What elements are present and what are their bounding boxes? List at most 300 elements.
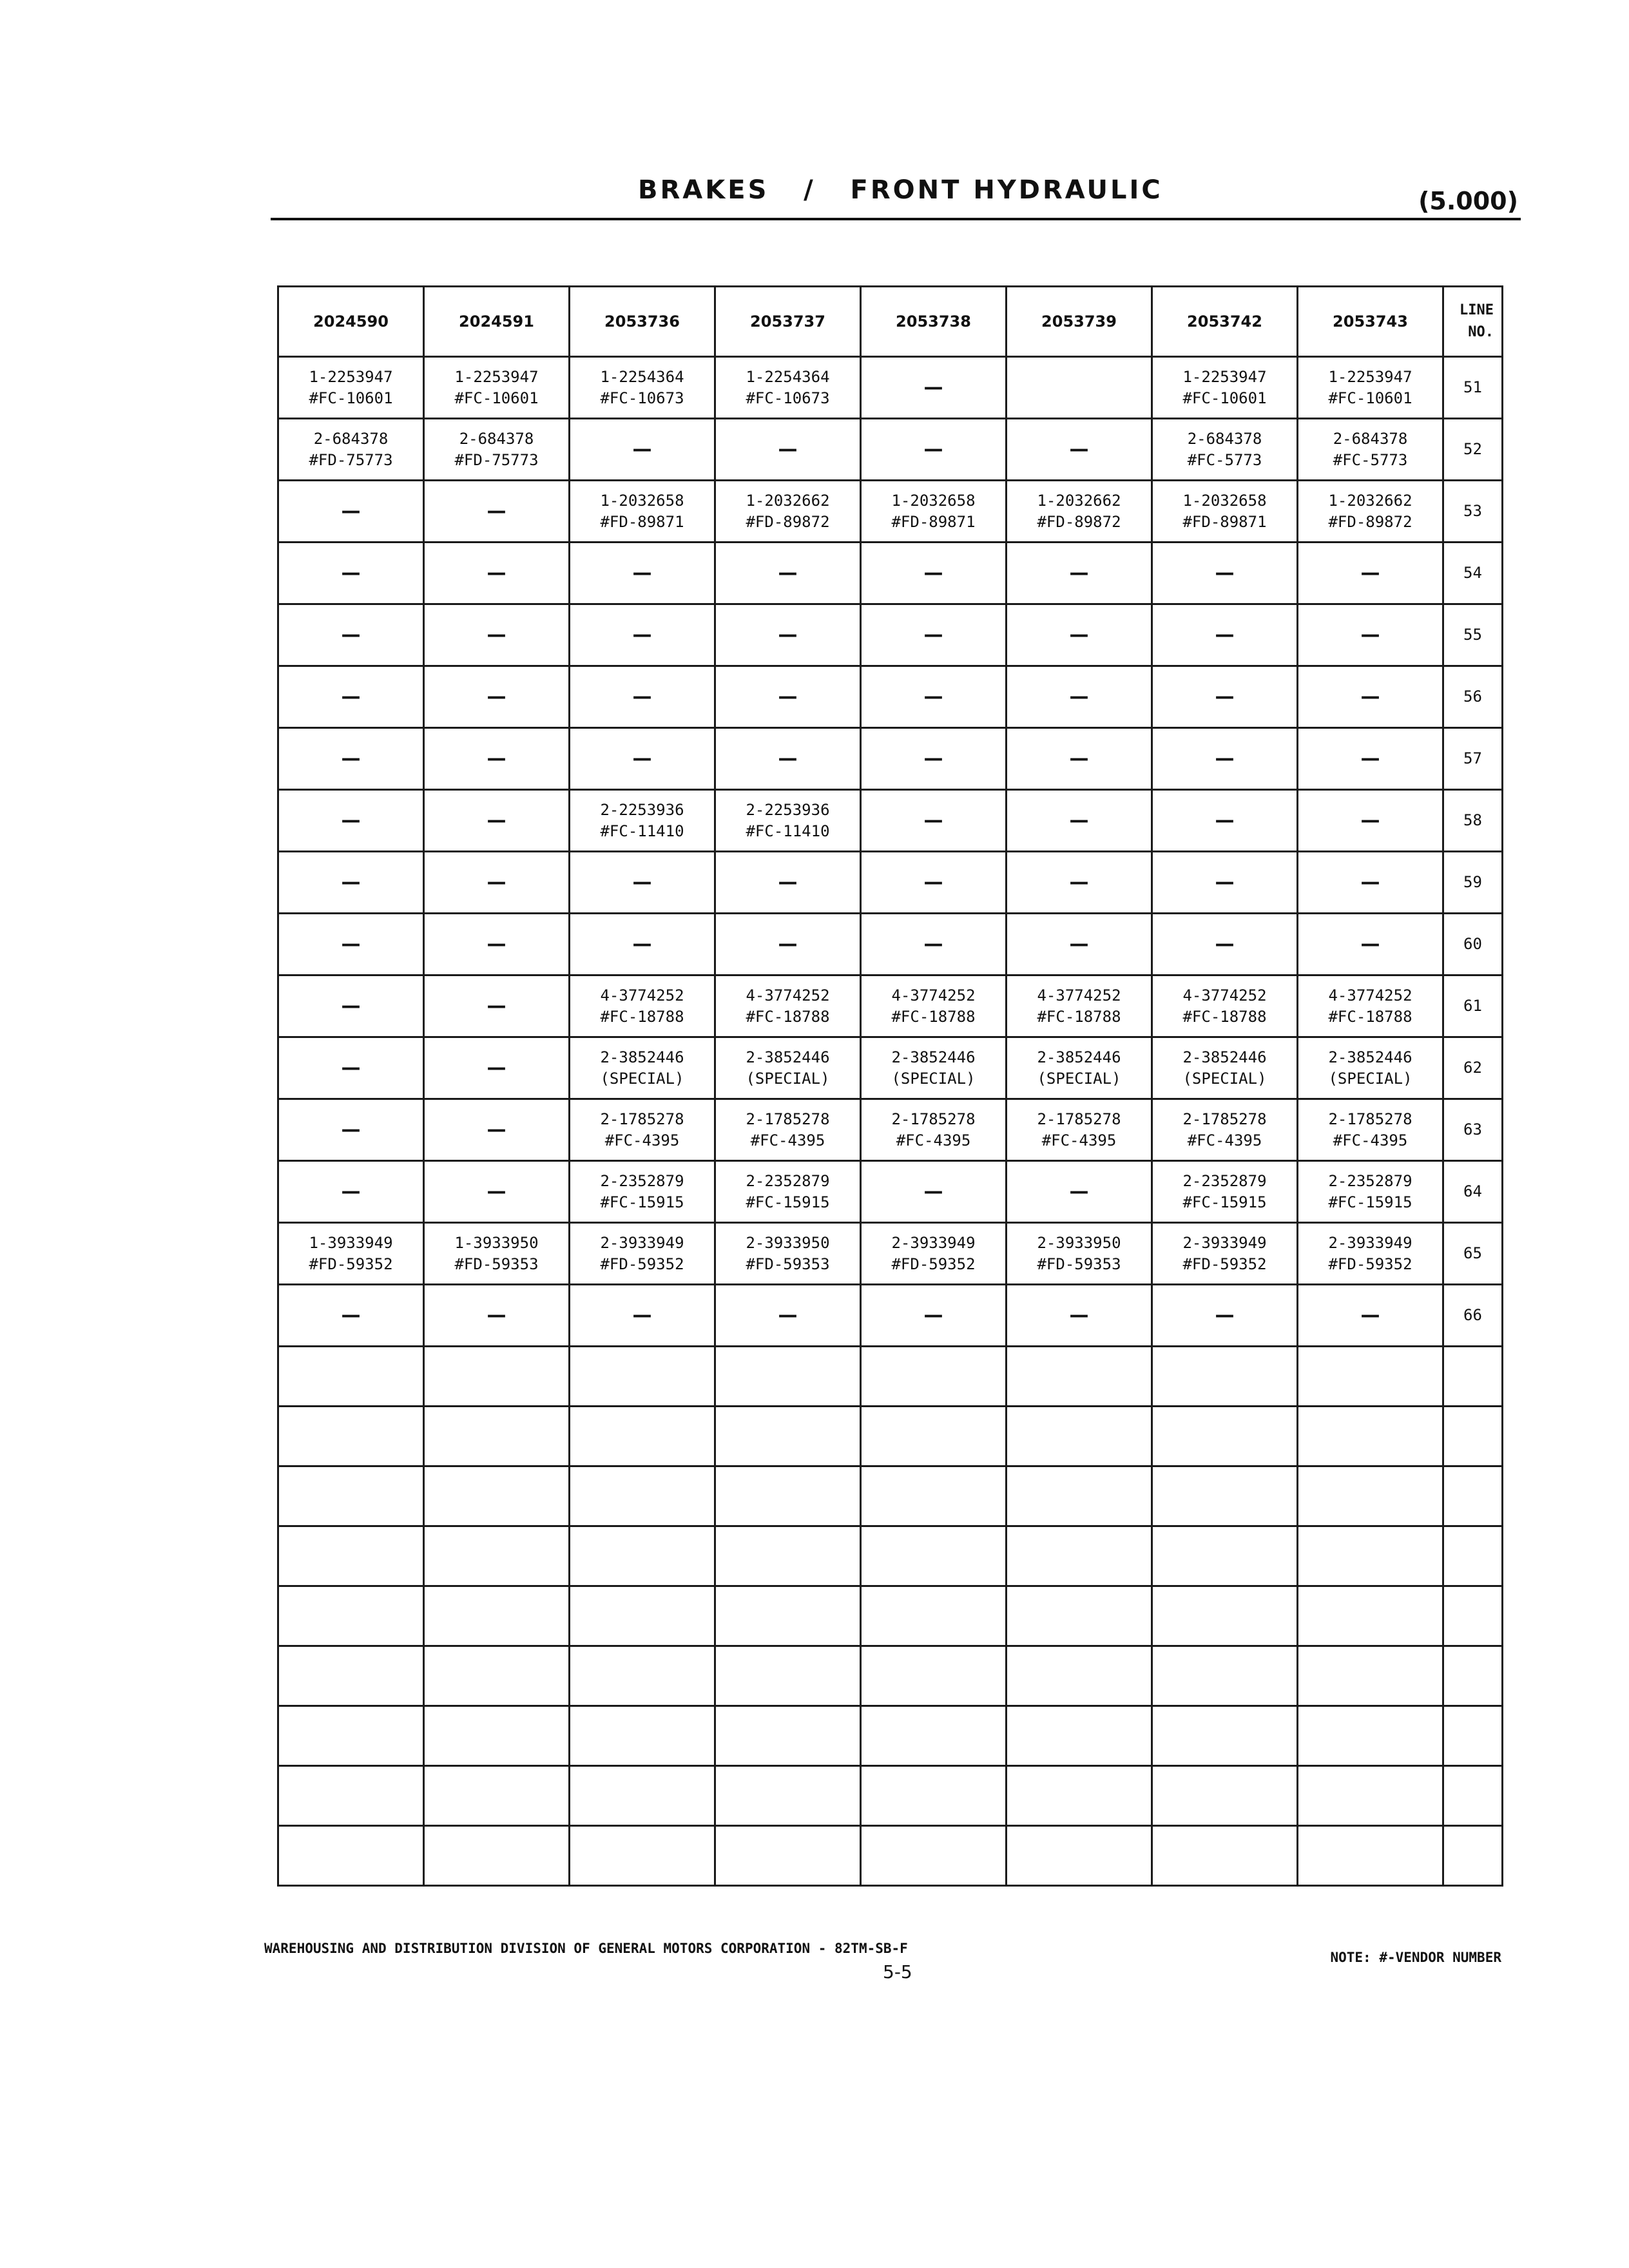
empty-cell — [570, 1766, 715, 1826]
part-number-line: (SPECIAL) — [600, 1069, 684, 1088]
part-number-line: 2-3852446 — [746, 1048, 830, 1066]
empty-cell — [715, 1407, 861, 1466]
empty-cell — [424, 1407, 570, 1466]
part-number-line: 2-3933950 — [1037, 1233, 1121, 1252]
table-cell — [715, 1099, 861, 1161]
table-cell — [278, 728, 424, 790]
no-part-dash: — — [778, 624, 798, 646]
empty-cell — [861, 1407, 1007, 1466]
table-cell — [1007, 914, 1152, 975]
no-part-dash: — — [1069, 438, 1089, 461]
table-cell — [570, 1037, 715, 1099]
empty-cell — [570, 1646, 715, 1706]
table-cell — [278, 914, 424, 975]
part-number-line: 4-3774252 — [746, 986, 830, 1004]
table-cell — [1007, 1037, 1152, 1099]
table-cell — [1152, 914, 1298, 975]
empty-cell — [1152, 1407, 1298, 1466]
line-number: 62 — [1443, 1037, 1503, 1099]
empty-cell — [570, 1407, 715, 1466]
table-row — [278, 357, 1503, 419]
no-part-dash: — — [487, 871, 506, 894]
no-part-dash: — — [341, 624, 361, 646]
page-footer — [264, 1941, 1501, 1992]
part-number-line: #FC-18788 — [746, 1007, 830, 1026]
part-number-line: 1-2032658 — [1182, 491, 1267, 510]
table-cell — [424, 666, 570, 728]
no-part-dash: — — [778, 871, 798, 894]
no-part-dash: — — [341, 747, 361, 770]
part-number-line: #FD-89872 — [1037, 512, 1121, 531]
part-number-line: #FC-10601 — [309, 389, 393, 407]
table-cell — [570, 357, 715, 419]
column-header: 2053739 — [1007, 287, 1152, 357]
part-number-line: 1-2032662 — [746, 491, 830, 510]
header-rule — [271, 218, 1521, 220]
table-row — [278, 1037, 1503, 1099]
part-number-line: 4-3774252 — [600, 986, 684, 1004]
part-number-line: #FD-59353 — [746, 1254, 830, 1273]
part-number-line: 2-3933949 — [1328, 1233, 1412, 1252]
no-part-dash: — — [632, 747, 652, 770]
table-cell — [1152, 728, 1298, 790]
empty-cell — [570, 1526, 715, 1586]
empty-cell — [1443, 1646, 1503, 1706]
table-cell — [861, 790, 1007, 852]
no-part-dash: — — [923, 562, 943, 584]
table-cell — [424, 419, 570, 481]
part-number-line: 1-2032662 — [1037, 491, 1121, 510]
table-cell — [570, 1099, 715, 1161]
part-number-line: 2-1785278 — [746, 1110, 830, 1128]
table-cell — [424, 852, 570, 914]
no-part-dash: — — [1215, 624, 1235, 646]
part-number-line: #FC-18788 — [1182, 1007, 1267, 1026]
part-number-line: 1-2253947 — [1328, 367, 1412, 386]
table-cell — [861, 852, 1007, 914]
no-part-dash: — — [487, 1057, 506, 1079]
no-part-dash: — — [1069, 933, 1089, 956]
part-number-line: (SPECIAL) — [746, 1069, 830, 1088]
empty-cell — [424, 1586, 570, 1646]
part-number-line: #FD-59352 — [600, 1254, 684, 1273]
part-number-line: #FD-75773 — [309, 450, 393, 469]
table-cell — [424, 543, 570, 604]
part-number-line: 2-3852446 — [1037, 1048, 1121, 1066]
table-cell — [570, 1223, 715, 1285]
no-part-dash: — — [632, 871, 652, 894]
empty-cell — [715, 1706, 861, 1766]
table-cell — [570, 975, 715, 1037]
table-cell — [424, 357, 570, 419]
no-part-dash: — — [487, 562, 506, 584]
empty-cell — [1007, 1586, 1152, 1646]
part-number-line: (SPECIAL) — [1182, 1069, 1267, 1088]
table-cell — [278, 790, 424, 852]
part-number-line: 1-3933949 — [309, 1233, 393, 1252]
table-cell — [1152, 357, 1298, 419]
empty-cell — [1007, 1526, 1152, 1586]
column-header: 2053736 — [570, 287, 715, 357]
part-number-line: 1-2254364 — [600, 367, 684, 386]
table-row — [278, 1285, 1503, 1347]
table-cell — [861, 604, 1007, 666]
table-cell — [1152, 604, 1298, 666]
empty-table-row — [278, 1347, 1503, 1407]
empty-cell — [1443, 1466, 1503, 1526]
table-cell — [278, 975, 424, 1037]
table-row — [278, 666, 1503, 728]
no-part-dash: — — [778, 747, 798, 770]
no-part-dash: — — [923, 376, 943, 399]
part-number-line: 2-684378 — [313, 429, 389, 448]
part-number-line: 1-2253947 — [309, 367, 393, 386]
table-cell — [861, 728, 1007, 790]
no-part-dash: — — [341, 1119, 361, 1141]
table-cell — [715, 1037, 861, 1099]
table-cell — [424, 1223, 570, 1285]
no-part-dash: — — [923, 686, 943, 708]
part-number-line: #FC-10673 — [600, 389, 684, 407]
no-part-dash: — — [632, 933, 652, 956]
section-number: (5.000) — [1418, 187, 1518, 215]
empty-cell — [861, 1826, 1007, 1886]
no-part-dash: — — [632, 562, 652, 584]
table-cell — [424, 914, 570, 975]
no-part-dash: — — [1069, 747, 1089, 770]
table-cell — [861, 1099, 1007, 1161]
table-cell — [1007, 728, 1152, 790]
table-cell — [1007, 604, 1152, 666]
no-part-dash: — — [1069, 809, 1089, 832]
table-cell — [1298, 1099, 1443, 1161]
part-number-line: #FD-59352 — [891, 1254, 976, 1273]
table-cell — [424, 1161, 570, 1223]
part-number-line: 2-684378 — [459, 429, 534, 448]
line-number: 54 — [1443, 543, 1503, 604]
line-number: 55 — [1443, 604, 1503, 666]
part-number-line: 1-2253947 — [1182, 367, 1267, 386]
table-cell — [1298, 666, 1443, 728]
line-number: 64 — [1443, 1161, 1503, 1223]
no-part-dash: — — [1215, 1304, 1235, 1327]
part-number-line: #FC-4395 — [604, 1131, 680, 1149]
table-cell — [715, 728, 861, 790]
table-row — [278, 419, 1503, 481]
table-cell — [570, 852, 715, 914]
part-number-line: 2-3852446 — [600, 1048, 684, 1066]
part-number-line: (SPECIAL) — [1037, 1069, 1121, 1088]
empty-cell — [278, 1766, 424, 1826]
no-part-dash: — — [1069, 624, 1089, 646]
part-number-line: #FD-89872 — [746, 512, 830, 531]
line-number: 63 — [1443, 1099, 1503, 1161]
empty-cell — [1152, 1646, 1298, 1706]
no-part-dash: — — [487, 995, 506, 1017]
table-cell — [861, 1223, 1007, 1285]
no-part-dash: — — [1069, 1304, 1089, 1327]
table-row — [278, 1161, 1503, 1223]
table-cell — [570, 914, 715, 975]
part-number-line: 4-3774252 — [1328, 986, 1412, 1004]
table-cell — [1298, 357, 1443, 419]
no-part-dash: — — [1069, 562, 1089, 584]
table-cell — [278, 1223, 424, 1285]
table-cell — [1298, 852, 1443, 914]
table-row — [278, 481, 1503, 543]
part-number-line: #FD-59352 — [309, 1254, 393, 1273]
table-cell — [1152, 790, 1298, 852]
empty-cell — [861, 1646, 1007, 1706]
empty-cell — [424, 1766, 570, 1826]
no-part-dash: — — [778, 933, 798, 956]
table-row — [278, 852, 1503, 914]
part-number-line: 1-2032662 — [1328, 491, 1412, 510]
table-cell — [861, 481, 1007, 543]
part-number-line: #FD-59353 — [1037, 1254, 1121, 1273]
part-number-line: #FC-15915 — [600, 1193, 684, 1211]
empty-cell — [1298, 1646, 1443, 1706]
line-number: 60 — [1443, 914, 1503, 975]
line-number: 56 — [1443, 666, 1503, 728]
line-number: 61 — [1443, 975, 1503, 1037]
part-number-line: 4-3774252 — [891, 986, 976, 1004]
column-header: 2053742 — [1152, 287, 1298, 357]
table-cell — [715, 543, 861, 604]
table-cell — [1007, 1285, 1152, 1347]
empty-cell — [424, 1526, 570, 1586]
table-cell — [1152, 1037, 1298, 1099]
table-cell — [278, 481, 424, 543]
table-cell — [715, 852, 861, 914]
table-cell — [1007, 1161, 1152, 1223]
table-cell — [1152, 481, 1298, 543]
empty-table-row — [278, 1466, 1503, 1526]
table-cell — [1152, 975, 1298, 1037]
empty-cell — [1007, 1706, 1152, 1766]
table-cell — [1007, 481, 1152, 543]
no-part-dash: — — [923, 933, 943, 956]
part-number-line: 1-2032658 — [891, 491, 976, 510]
empty-cell — [1007, 1646, 1152, 1706]
table-cell — [1007, 852, 1152, 914]
table-cell — [715, 666, 861, 728]
empty-cell — [424, 1826, 570, 1886]
no-part-dash: — — [341, 809, 361, 832]
part-number-line: #FC-5773 — [1333, 450, 1408, 469]
part-number-line: 4-3774252 — [1037, 986, 1121, 1004]
empty-cell — [1443, 1826, 1503, 1886]
part-number-line: 2-1785278 — [891, 1110, 976, 1128]
table-cell — [278, 666, 424, 728]
part-number-line: #FC-15915 — [746, 1193, 830, 1211]
table-cell — [861, 1161, 1007, 1223]
no-part-dash: — — [487, 624, 506, 646]
column-header: 2024590 — [278, 287, 424, 357]
table-cell — [278, 1161, 424, 1223]
table-cell — [278, 1285, 424, 1347]
part-number-line: #FD-75773 — [454, 450, 539, 469]
part-number-line: 1-2254364 — [746, 367, 830, 386]
empty-cell — [1443, 1347, 1503, 1407]
table-cell — [861, 975, 1007, 1037]
no-part-dash: — — [1215, 809, 1235, 832]
table-row — [278, 914, 1503, 975]
empty-cell — [1443, 1706, 1503, 1766]
no-part-dash: — — [341, 562, 361, 584]
table-cell — [715, 975, 861, 1037]
empty-cell — [1152, 1706, 1298, 1766]
no-part-dash: — — [923, 624, 943, 646]
table-cell — [1298, 914, 1443, 975]
part-number-line: #FC-15915 — [1182, 1193, 1267, 1211]
no-part-dash: — — [487, 933, 506, 956]
part-number-line: #FC-18788 — [891, 1007, 976, 1026]
no-part-dash: — — [778, 686, 798, 708]
part-number-line: #FC-4395 — [1041, 1131, 1117, 1149]
empty-cell — [1443, 1586, 1503, 1646]
table-body — [278, 357, 1503, 1886]
empty-cell — [1007, 1466, 1152, 1526]
empty-cell — [1007, 1407, 1152, 1466]
table-cell — [570, 728, 715, 790]
no-part-dash: — — [923, 1304, 943, 1327]
table-cell — [570, 604, 715, 666]
table-cell — [570, 419, 715, 481]
part-number-line: 2-2253936 — [746, 800, 830, 819]
part-number-line: #FC-5773 — [1187, 450, 1262, 469]
empty-cell — [861, 1526, 1007, 1586]
empty-cell — [1152, 1466, 1298, 1526]
empty-table-row — [278, 1766, 1503, 1826]
empty-cell — [1443, 1766, 1503, 1826]
no-part-dash: — — [341, 500, 361, 523]
no-part-dash: — — [1360, 747, 1380, 770]
part-number-line: 2-3933949 — [891, 1233, 976, 1252]
table-cell — [570, 543, 715, 604]
line-number: 53 — [1443, 481, 1503, 543]
table-cell — [861, 419, 1007, 481]
no-part-dash: — — [487, 1304, 506, 1327]
empty-cell — [1443, 1526, 1503, 1586]
empty-cell — [570, 1706, 715, 1766]
table-cell — [570, 481, 715, 543]
table-row — [278, 728, 1503, 790]
table-cell — [715, 1161, 861, 1223]
empty-cell — [1298, 1407, 1443, 1466]
empty-cell — [278, 1407, 424, 1466]
empty-cell — [424, 1466, 570, 1526]
table-cell — [278, 1037, 424, 1099]
part-number-line: (SPECIAL) — [891, 1069, 976, 1088]
table-cell — [1007, 975, 1152, 1037]
part-number-line: #FC-4395 — [750, 1131, 825, 1149]
no-part-dash: — — [778, 562, 798, 584]
table-cell — [1298, 604, 1443, 666]
empty-cell — [278, 1646, 424, 1706]
empty-cell — [715, 1646, 861, 1706]
empty-cell — [278, 1706, 424, 1766]
empty-cell — [715, 1526, 861, 1586]
empty-cell — [1152, 1826, 1298, 1886]
line-number: 58 — [1443, 790, 1503, 852]
table-cell — [424, 481, 570, 543]
empty-cell — [1007, 1826, 1152, 1886]
part-number-line: 2-1785278 — [1037, 1110, 1121, 1128]
empty-cell — [861, 1586, 1007, 1646]
part-number-line: #FD-89871 — [891, 512, 976, 531]
part-number-line: #FC-11410 — [746, 822, 830, 840]
line-number: 51 — [1443, 357, 1503, 419]
no-part-dash: — — [1215, 686, 1235, 708]
table-row — [278, 975, 1503, 1037]
part-number-line: #FC-10601 — [1328, 389, 1412, 407]
empty-cell — [1443, 1407, 1503, 1466]
empty-cell — [570, 1826, 715, 1886]
no-part-dash: — — [1360, 933, 1380, 956]
table-cell — [861, 357, 1007, 419]
part-number-line: #FC-15915 — [1328, 1193, 1412, 1211]
no-part-dash: — — [1360, 686, 1380, 708]
table-cell — [278, 543, 424, 604]
empty-cell — [1152, 1347, 1298, 1407]
empty-cell — [715, 1826, 861, 1886]
no-part-dash: — — [341, 933, 361, 956]
part-number-line: 2-2352879 — [1182, 1171, 1267, 1190]
no-part-dash: — — [1215, 871, 1235, 894]
part-number-line: #FC-10673 — [746, 389, 830, 407]
empty-table-row — [278, 1646, 1503, 1706]
part-number-line: 2-1785278 — [1182, 1110, 1267, 1128]
empty-cell — [861, 1466, 1007, 1526]
part-number-line: 2-1785278 — [600, 1110, 684, 1128]
parts-table — [277, 285, 1503, 1887]
no-part-dash: — — [632, 438, 652, 461]
table-cell — [861, 543, 1007, 604]
table-cell — [1298, 975, 1443, 1037]
table-cell — [1298, 790, 1443, 852]
part-number-line: 2-3933949 — [1182, 1233, 1267, 1252]
part-number-line: 2-2253936 — [600, 800, 684, 819]
empty-table-row — [278, 1826, 1503, 1886]
no-part-dash: — — [632, 624, 652, 646]
no-part-dash: — — [341, 1304, 361, 1327]
table-cell — [715, 419, 861, 481]
table-cell — [1298, 419, 1443, 481]
part-number-line: #FC-10601 — [454, 389, 539, 407]
no-part-dash: — — [1069, 1180, 1089, 1203]
page-title: BRAKES / FRONT HYDRAULIC — [638, 175, 1163, 205]
table-cell — [424, 975, 570, 1037]
part-number-line: #FD-59352 — [1328, 1254, 1412, 1273]
part-number-line: #FC-4395 — [896, 1131, 971, 1149]
column-header: 2053737 — [715, 287, 861, 357]
no-part-dash: — — [778, 438, 798, 461]
table-cell — [278, 357, 424, 419]
table-cell — [570, 1161, 715, 1223]
no-part-dash: — — [923, 1180, 943, 1203]
no-part-dash: — — [778, 1304, 798, 1327]
table-cell — [424, 728, 570, 790]
part-number-line: #FC-18788 — [1328, 1007, 1412, 1026]
line-number: 59 — [1443, 852, 1503, 914]
table-cell — [278, 1099, 424, 1161]
part-number-line: 2-684378 — [1187, 429, 1262, 448]
line-number: 57 — [1443, 728, 1503, 790]
empty-table-row — [278, 1526, 1503, 1586]
empty-cell — [1007, 1347, 1152, 1407]
part-number-line: 4-3774252 — [1182, 986, 1267, 1004]
